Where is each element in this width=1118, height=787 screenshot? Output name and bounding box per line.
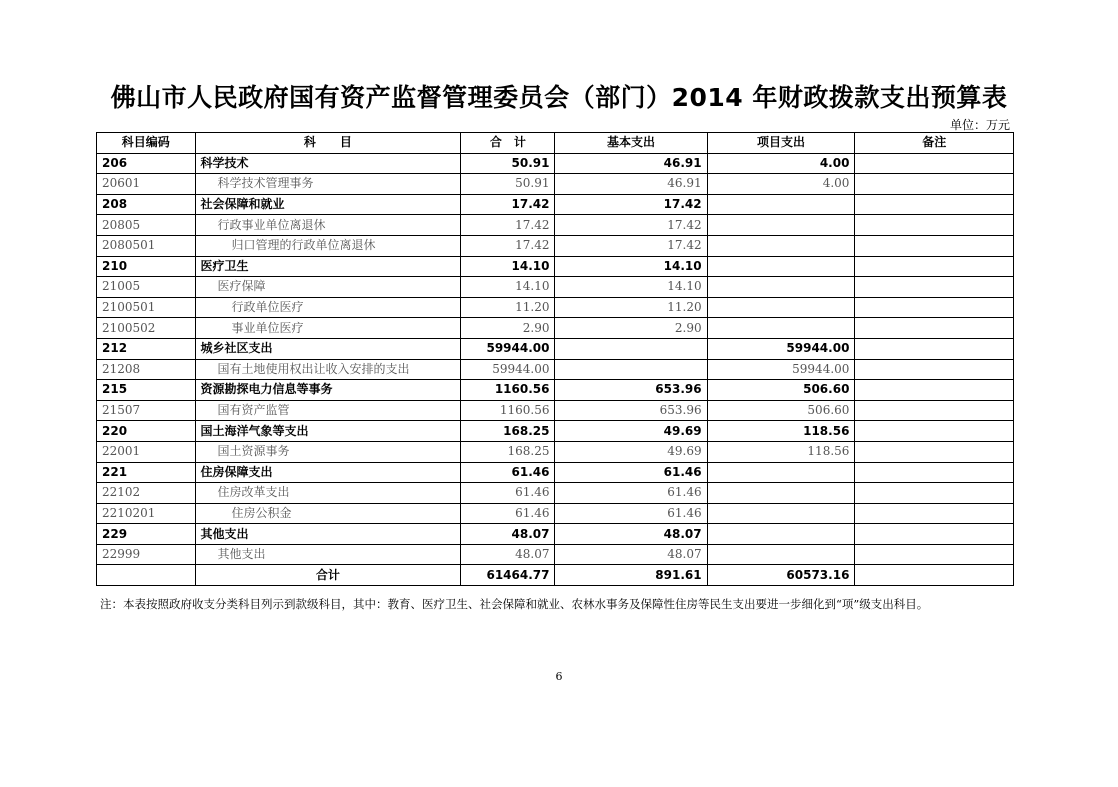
total-sum: 61464.77	[461, 565, 555, 586]
cell-note	[855, 544, 1014, 565]
cell-code: 22001	[97, 441, 196, 462]
cell-project	[707, 524, 855, 545]
cell-basic: 14.10	[555, 256, 707, 277]
cell-note	[855, 503, 1014, 524]
page-number: 6	[555, 670, 563, 683]
cell-code: 229	[97, 524, 196, 545]
cell-project	[707, 277, 855, 298]
cell-code: 22102	[97, 483, 196, 504]
cell-basic: 49.69	[555, 441, 707, 462]
cell-project	[707, 462, 855, 483]
cell-name: 行政单位医疗	[195, 297, 461, 318]
table-row	[97, 338, 1014, 359]
cell-total: 48.07	[461, 524, 555, 545]
cell-note	[855, 524, 1014, 545]
cell-total: 168.25	[461, 421, 555, 442]
cell-name: 科学技术	[195, 153, 461, 174]
cell-code: 20601	[97, 174, 196, 195]
total-basic: 891.61	[555, 565, 707, 586]
cell-project: 118.56	[707, 441, 855, 462]
cell-basic: 653.96	[555, 380, 707, 401]
cell-total: 1160.56	[461, 380, 555, 401]
cell-code: 2100501	[97, 297, 196, 318]
table-row	[97, 503, 1014, 524]
cell-name: 国土海洋气象等支出	[195, 421, 461, 442]
cell-total: 17.42	[461, 215, 555, 236]
unit-label: 单位：万元	[949, 118, 1010, 132]
table-row	[97, 524, 1014, 545]
table-row	[97, 462, 1014, 483]
cell-code: 21507	[97, 400, 196, 421]
total-label: 合计	[195, 565, 461, 586]
cell-total: 168.25	[461, 441, 555, 462]
cell-total: 17.42	[461, 194, 555, 215]
cell-project	[707, 235, 855, 256]
table-row	[97, 215, 1014, 236]
cell-name: 社会保障和就业	[195, 194, 461, 215]
cell-total: 59944.00	[461, 359, 555, 380]
header-name: 科 目	[195, 133, 461, 154]
cell-project: 59944.00	[707, 338, 855, 359]
cell-note	[855, 318, 1014, 339]
cell-project	[707, 194, 855, 215]
cell-note	[855, 235, 1014, 256]
cell-note	[855, 153, 1014, 174]
cell-name: 归口管理的行政单位离退休	[195, 235, 461, 256]
cell-total: 11.20	[461, 297, 555, 318]
cell-code	[97, 565, 196, 586]
table-row	[97, 194, 1014, 215]
header-row	[97, 133, 1014, 154]
cell-basic: 48.07	[555, 544, 707, 565]
cell-note	[855, 215, 1014, 236]
cell-note	[855, 297, 1014, 318]
total-row	[97, 565, 1014, 586]
table-row	[97, 483, 1014, 504]
cell-name: 住房改革支出	[195, 483, 461, 504]
cell-total: 50.91	[461, 153, 555, 174]
cell-basic: 14.10	[555, 277, 707, 298]
cell-total: 50.91	[461, 174, 555, 195]
cell-note	[855, 359, 1014, 380]
cell-note	[855, 462, 1014, 483]
table-row	[97, 277, 1014, 298]
cell-project: 4.00	[707, 174, 855, 195]
table-row	[97, 380, 1014, 401]
header-code: 科目编码	[97, 133, 196, 154]
header-project: 项目支出	[707, 133, 855, 154]
table-row	[97, 441, 1014, 462]
cell-basic: 61.46	[555, 462, 707, 483]
cell-name: 其他支出	[195, 524, 461, 545]
table-row	[97, 318, 1014, 339]
cell-name: 住房公积金	[195, 503, 461, 524]
cell-note	[855, 421, 1014, 442]
cell-code: 220	[97, 421, 196, 442]
cell-note	[855, 256, 1014, 277]
cell-basic: 46.91	[555, 174, 707, 195]
cell-code: 21208	[97, 359, 196, 380]
cell-project	[707, 297, 855, 318]
header-total: 合 计	[461, 133, 555, 154]
cell-note	[855, 338, 1014, 359]
cell-name: 资源勘探电力信息等事务	[195, 380, 461, 401]
cell-name: 住房保障支出	[195, 462, 461, 483]
cell-code: 20805	[97, 215, 196, 236]
cell-total: 1160.56	[461, 400, 555, 421]
cell-code: 2080501	[97, 235, 196, 256]
total-project: 60573.16	[707, 565, 855, 586]
cell-basic: 17.42	[555, 194, 707, 215]
cell-total: 48.07	[461, 544, 555, 565]
cell-basic: 61.46	[555, 503, 707, 524]
cell-code: 221	[97, 462, 196, 483]
cell-name: 科学技术管理事务	[195, 174, 461, 195]
cell-project: 118.56	[707, 421, 855, 442]
cell-code: 210	[97, 256, 196, 277]
cell-project: 4.00	[707, 153, 855, 174]
cell-total: 14.10	[461, 277, 555, 298]
cell-basic: 11.20	[555, 297, 707, 318]
cell-name: 医疗保障	[195, 277, 461, 298]
cell-code: 2210201	[97, 503, 196, 524]
cell-basic: 17.42	[555, 235, 707, 256]
table-row	[97, 359, 1014, 380]
table-row	[97, 421, 1014, 442]
cell-note	[855, 483, 1014, 504]
cell-project	[707, 318, 855, 339]
cell-note	[855, 565, 1014, 586]
cell-basic: 653.96	[555, 400, 707, 421]
cell-note	[855, 380, 1014, 401]
cell-project: 506.60	[707, 380, 855, 401]
cell-name: 事业单位医疗	[195, 318, 461, 339]
cell-project: 59944.00	[707, 359, 855, 380]
table-row	[97, 256, 1014, 277]
cell-note	[855, 174, 1014, 195]
cell-note	[855, 194, 1014, 215]
cell-code: 206	[97, 153, 196, 174]
cell-name: 城乡社区支出	[195, 338, 461, 359]
cell-project: 506.60	[707, 400, 855, 421]
cell-code: 208	[97, 194, 196, 215]
cell-name: 国有资产监管	[195, 400, 461, 421]
budget-table	[96, 132, 1014, 586]
table-row	[97, 153, 1014, 174]
cell-project	[707, 503, 855, 524]
table-row	[97, 400, 1014, 421]
cell-total: 17.42	[461, 235, 555, 256]
table-row	[97, 297, 1014, 318]
cell-name: 医疗卫生	[195, 256, 461, 277]
cell-basic: 17.42	[555, 215, 707, 236]
cell-basic: 2.90	[555, 318, 707, 339]
cell-project	[707, 483, 855, 504]
header-basic: 基本支出	[555, 133, 707, 154]
table-row	[97, 174, 1014, 195]
cell-basic: 48.07	[555, 524, 707, 545]
cell-name: 行政事业单位离退休	[195, 215, 461, 236]
cell-basic: 61.46	[555, 483, 707, 504]
cell-name: 国土资源事务	[195, 441, 461, 462]
cell-total: 61.46	[461, 462, 555, 483]
cell-note	[855, 277, 1014, 298]
cell-basic	[555, 338, 707, 359]
cell-code: 212	[97, 338, 196, 359]
cell-basic	[555, 359, 707, 380]
cell-code: 22999	[97, 544, 196, 565]
cell-name: 其他支出	[195, 544, 461, 565]
cell-code: 2100502	[97, 318, 196, 339]
cell-basic: 46.91	[555, 153, 707, 174]
cell-basic: 49.69	[555, 421, 707, 442]
page-title: 佛山市人民政府国有资产监督管理委员会（部门）2014 年财政拨款支出预算表	[110, 83, 1008, 112]
cell-total: 2.90	[461, 318, 555, 339]
cell-total: 14.10	[461, 256, 555, 277]
cell-project	[707, 544, 855, 565]
cell-total: 61.46	[461, 483, 555, 504]
cell-name: 国有土地使用权出让收入安排的支出	[195, 359, 461, 380]
cell-total: 61.46	[461, 503, 555, 524]
cell-note	[855, 400, 1014, 421]
table-row	[97, 235, 1014, 256]
cell-code: 215	[97, 380, 196, 401]
header-note: 备注	[855, 133, 1014, 154]
cell-code: 21005	[97, 277, 196, 298]
cell-project	[707, 215, 855, 236]
table-row	[97, 544, 1014, 565]
footnote: 注：本表按照政府收支分类科目列示到款级科目，其中：教育、医疗卫生、社会保障和就业、农林水事务及保障性住房等民生支出要进一步细化到“项”级支出科目。	[100, 597, 929, 611]
cell-project	[707, 256, 855, 277]
cell-note	[855, 441, 1014, 462]
cell-total: 59944.00	[461, 338, 555, 359]
